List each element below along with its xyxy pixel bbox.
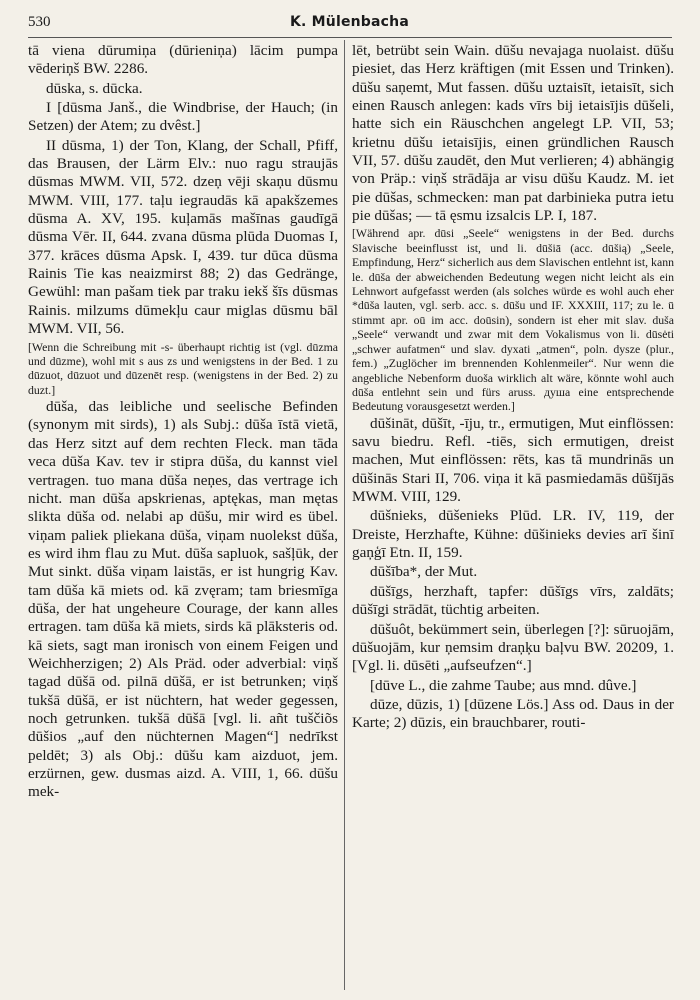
running-head: K. Mülenbacha	[290, 14, 409, 30]
entry-dusigs: dūšīgs, herzhaft, tapfer: dūšīgs vīrs, zaldāts; dūšīgi strādāt, tüchtig arbeiten.	[352, 582, 674, 619]
entry-dusma-1: I [dūsma Janš., die Windbrise, der Hauch; (in Setzen) der Atem; zu dvêst.]	[28, 99, 338, 135]
entry-continuation: tā viena dūrumiņa (dūrieniņa) lācim pumpa vēderiņš BW. 2286.	[28, 42, 338, 78]
entry-duska: dūska, s. dūcka.	[46, 79, 143, 97]
header-rule	[28, 37, 672, 38]
right-column	[352, 42, 674, 734]
left-column	[28, 42, 338, 803]
entry-dusuot: dūšuôt, bekümmert sein, überlegen [?]: sūruojām, dūšuojām, kur ņemsim draņķu baļvu BW. 20209, 1. [Vgl. li. dūsēti „aufseufzen“.]	[352, 620, 674, 675]
column-divider	[344, 40, 345, 990]
entry-dusa: dūša, das leibliche und seelische Befinden (synonym mit sirds), 1) als Subj.: dūša īstā vietā, das Herz sitzt auf dem rechten Fleck. man tāda veca dūša Kav. tev ir stipra dūša, du kannst viel vertragen. tuo mana dūša neņes, das vertrage ich nicht. man dūša apskrienas, aptękas, man mętas slikta dūša od. nelabi ap dūšu, mir wird es übel. viņam paliek pliekana dūša, viņam nuolekst dūša, es wird ihm flau zu Mut. dūša sapluok, sašļūk, der Mut sinkt. dūša viņam laistās, er ist hungrig Kav. tam dūša kā miets od. kā zvęram; tam briesmīga dūša, der hat ungeheure Courage, der kann alles ertragen. tam dūša kā miets, sirds kā plāksteris od. kā siets, sagt man ironisch von einem Feigen und Weichherzigen; 2) Als Präd. oder adverbial: viņš tagad dūšā od. pilnā dūšā, er ist betrunken; viņš tukšā dūšā, er ist nüchtern, hat weder gegessen, noch getrunken. tukšā dūšā [vgl. li. añt tuščiõs dūšios „auf den nüchternen Magen“] nedrīkst peldēt; 3) als Obj.: dūšu kam aizduot, jem. erzürnen, gew. dusmas aizd. A. VIII, 1, 66. dūšu mek-	[28, 398, 338, 801]
page-number: 530	[28, 14, 51, 30]
entry-dusma-2: II dūsma, 1) der Ton, Klang, der Schall, Pfiff, das Brausen, der Lärm Elv.: nuo ragu straujās dūsmas MWM. VII, 572. dzeņ vēji skaņu dūsmu MWM. VIII, 177. taļu iegraudās kā apakšzemes dūsma A. XV, 195. kuļamās mašīnas gaudīgā dūsma Vēr. II, 644. zvana dūsma plūda Duomas I, 377. krāces dūsma Apsk. I, 439. tur dūca dūsma Rainis Tie kas neaizmirst 88; 2) das Gedränge, Gewühl: man pašam tiek par traku iekš šīs dūsmas Rainis. milzums dūmekļu caur miglas dūsmu bāl MWM. VII, 56.	[28, 136, 338, 338]
entry-duze: dūze, dūzis, 1) [dūzene Lös.] Ass od. Daus in der Karte; 2) dūzis, ein brauchbarer, routi-	[352, 695, 674, 732]
entry-duve: [dūve L., die zahme Taube; aus mnd. dûve.]	[370, 676, 637, 694]
note-dusa: [Während apr. dūsi „Seele“ wenigstens in der Bed. durchs Slavische beeinflusst ist, und li. dūšiā (acc. dūšią) „Seele, Empfindung, Herz“ sicherlich aus dem Slavischen entlehnt ist, kann le. dūša der abweichenden Bedeutung wegen nicht leicht als ein Lehnwort aufgefasst werden (als solches würde es wohl auch eher *dūša lauten, vgl. serb. acc. s. dūšu und IF. XXXIII, 117; zu le. ū stimmt apr. oū im acc. doūsin), sondern ist eher mit slav. duša „Seele“ verwandt und zwar mit dem Vokalismus von li. dūsėti „schwer aufatmen“ und slav. dyxati „atmen“, poln. dysze (plur., fem.) „Zuglöcher im brennenden Kohlenmeiler“. Nur wenn die angebliche Nebenform duoša wirklich alt wäre, könnte wohl auch dūša entlehnt sein und fürs aruss. душа eine entsprechende Bedeutung vorausgesetzt werden.]	[352, 226, 674, 414]
entry-dusiba: dūšība*, der Mut.	[370, 563, 478, 581]
entry-dusa-continued: lēt, betrübt sein Wain. dūšu nevajaga nuolaist. dūšu piesiet, das Herz kräftigen (mit Essen und Trinken). dūšu saņemt, Mut fassen. dūšu uztaisīt, ietaisīt, sich einen Rausch anlegen: kads vīrs bij ietaisījis dūšeli, hatte sich ein Räuschchen angelegt LP. VII, 53; krietnu dūšu ietaisījis, einen gründlichen Rausch VII, 57. dūšu zaudēt, den Mut verlieren; 4) abhängig von Präp.: viņš strādāja ar visu dūšu Kaudz. M. iet pie dūšas, schmecken: man pat darbinieka putra ietu pie dūšas; — tā ęsmu izsalcis LP. I, 187.	[352, 42, 674, 225]
note-dusma: [Wenn die Schreibung mit -s- überhaupt richtig ist (vgl. dūzma und dūzme), wohl mit s aus zs und wenigstens in der Bed. 1 zu dūzuot, dūzuot und dūzenēt resp. (wenigstens in der Bed. 2) zu duzt.]	[28, 339, 338, 397]
entry-dusinat: dūšināt, dūšīt, -īju, tr., ermutigen, Mut einflössen: savu biedru. Refl. -tiēs, sich ermutigen, dreist machen, Mut einflössen: rēts, kas tā mundrinās un dūšinās Stari II, 706. viņa it kā pasmiedamās dūšījās MWM. VIII, 129.	[352, 414, 674, 506]
entry-dusnieks: dūšnieks, dūšenieks Plūd. LR. IV, 119, der Dreiste, Herzhafte, Kühne: dūšinieks devies arī šinī gaņģī Etn. II, 159.	[352, 507, 674, 562]
